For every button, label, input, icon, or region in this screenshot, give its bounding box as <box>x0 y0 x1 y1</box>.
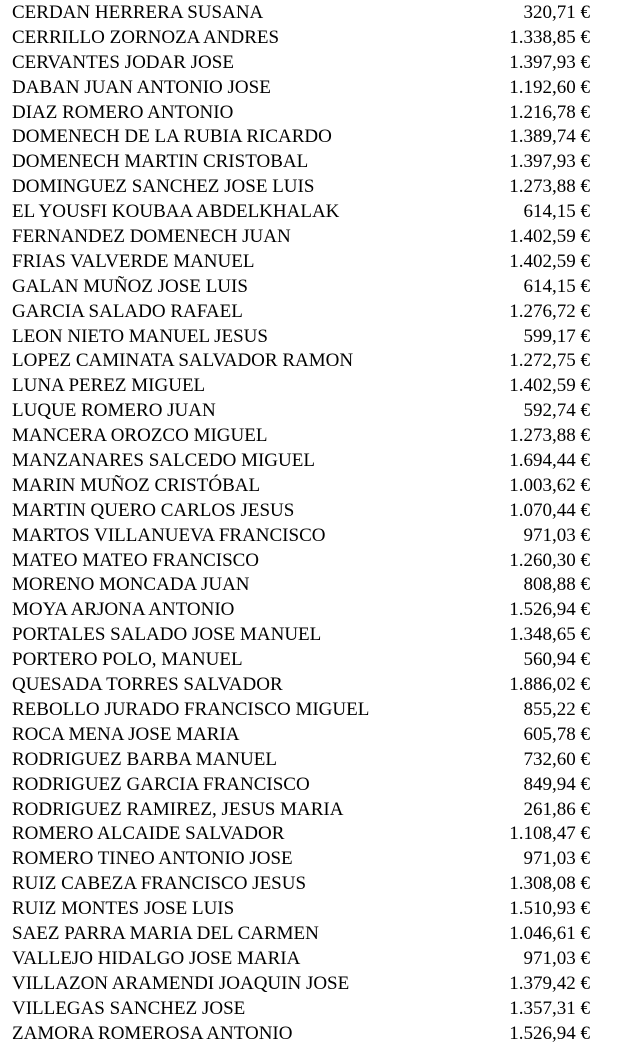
person-name: QUESADA TORRES SALVADOR <box>12 674 283 696</box>
list-item <box>12 997 590 1022</box>
amount-value: 1.348,65 € <box>509 624 590 646</box>
amount-value: 1.273,88 € <box>509 425 590 447</box>
amount-value: 1.526,94 € <box>509 1022 590 1044</box>
person-name: VILLAZON ARAMENDI JOAQUIN JOSE <box>12 972 350 994</box>
amount-value: 1.694,44 € <box>509 450 590 472</box>
person-name: SAEZ PARRA MARIA DEL CARMEN <box>12 922 319 944</box>
person-name: DIAZ ROMERO ANTONIO <box>12 101 234 123</box>
amount-value: 1.389,74 € <box>509 126 590 148</box>
list-item <box>12 723 590 748</box>
amount-value: 1.402,59 € <box>509 226 590 248</box>
person-name: MORENO MONCADA JUAN <box>12 574 250 596</box>
amount-value: 1.379,42 € <box>509 972 590 994</box>
list-item <box>12 399 590 424</box>
list-item <box>12 1022 590 1047</box>
list-item <box>12 872 590 897</box>
person-name: DOMINGUEZ SANCHEZ JOSE LUIS <box>12 176 315 198</box>
amount-value: 849,94 € <box>523 773 590 795</box>
list-item <box>12 972 590 997</box>
amount-value: 614,15 € <box>523 275 590 297</box>
amount-value: 1.357,31 € <box>509 997 590 1019</box>
list-item <box>12 175 590 200</box>
list-item <box>12 150 590 175</box>
list-item <box>12 325 590 350</box>
list-item <box>12 847 590 872</box>
list-item <box>12 449 590 474</box>
person-name: MOYA ARJONA ANTONIO <box>12 599 235 621</box>
person-name: FRIAS VALVERDE MANUEL <box>12 250 255 272</box>
person-name: EL YOUSFI KOUBAA ABDELKHALAK <box>12 201 340 223</box>
list-item <box>12 573 590 598</box>
amount-value: 1.192,60 € <box>509 76 590 98</box>
payment-list <box>12 1 590 1046</box>
list-item <box>12 250 590 275</box>
person-name: MATEO MATEO FRANCISCO <box>12 549 260 571</box>
amount-value: 614,15 € <box>523 201 590 223</box>
amount-value: 732,60 € <box>523 748 590 770</box>
list-item <box>12 200 590 225</box>
list-item <box>12 922 590 947</box>
list-item <box>12 101 590 126</box>
amount-value: 808,88 € <box>523 574 590 596</box>
person-name: MARTIN QUERO CARLOS JESUS <box>12 499 295 521</box>
person-name: GARCIA SALADO RAFAEL <box>12 300 243 322</box>
amount-value: 1.886,02 € <box>509 674 590 696</box>
amount-value: 855,22 € <box>523 698 590 720</box>
person-name: MARTOS VILLANUEVA FRANCISCO <box>12 524 326 546</box>
amount-value: 1.273,88 € <box>509 176 590 198</box>
person-name: ROMERO ALCAIDE SALVADOR <box>12 823 285 845</box>
list-item <box>12 374 590 399</box>
person-name: RODRIGUEZ RAMIREZ, JESUS MARIA <box>12 798 344 820</box>
person-name: ROCA MENA JOSE MARIA <box>12 723 240 745</box>
amount-value: 1.108,47 € <box>509 823 590 845</box>
person-name: ROMERO TINEO ANTONIO JOSE <box>12 848 293 870</box>
person-name: VALLEJO HIDALGO JOSE MARIA <box>12 947 301 969</box>
amount-value: 1.338,85 € <box>509 26 590 48</box>
list-item <box>12 51 590 76</box>
amount-value: 971,03 € <box>523 848 590 870</box>
list-item <box>12 698 590 723</box>
list-item <box>12 549 590 574</box>
amount-value: 592,74 € <box>523 400 590 422</box>
list-item <box>12 76 590 101</box>
amount-value: 971,03 € <box>523 524 590 546</box>
list-item <box>12 275 590 300</box>
amount-value: 560,94 € <box>523 649 590 671</box>
amount-value: 1.397,93 € <box>509 151 590 173</box>
list-item <box>12 673 590 698</box>
amount-value: 1.272,75 € <box>509 350 590 372</box>
list-item <box>12 897 590 922</box>
list-item <box>12 349 590 374</box>
list-item <box>12 623 590 648</box>
person-name: LOPEZ CAMINATA SALVADOR RAMON <box>12 350 354 372</box>
person-name: LUNA PEREZ MIGUEL <box>12 375 206 397</box>
list-item <box>12 474 590 499</box>
person-name: MARIN MUÑOZ CRISTÓBAL <box>12 474 261 496</box>
amount-value: 971,03 € <box>523 947 590 969</box>
amount-value: 605,78 € <box>523 723 590 745</box>
amount-value: 1.070,44 € <box>509 499 590 521</box>
amount-value: 1.216,78 € <box>509 101 590 123</box>
list-item <box>12 26 590 51</box>
list-item <box>12 947 590 972</box>
list-item <box>12 524 590 549</box>
list-item <box>12 648 590 673</box>
list-item <box>12 300 590 325</box>
person-name: REBOLLO JURADO FRANCISCO MIGUEL <box>12 698 370 720</box>
person-name: CERRILLO ZORNOZA ANDRES <box>12 26 280 48</box>
amount-value: 261,86 € <box>523 798 590 820</box>
amount-value: 1.276,72 € <box>509 300 590 322</box>
person-name: RODRIGUEZ GARCIA FRANCISCO <box>12 773 310 795</box>
person-name: CERDAN HERRERA SUSANA <box>12 2 264 23</box>
person-name: GALAN MUÑOZ JOSE LUIS <box>12 275 248 297</box>
list-item <box>12 225 590 250</box>
person-name: VILLEGAS SANCHEZ JOSE <box>12 997 246 1019</box>
person-name: MANCERA OROZCO MIGUEL <box>12 425 268 447</box>
person-name: PORTERO POLO, MANUEL <box>12 649 243 671</box>
list-item <box>12 1 590 26</box>
list-item <box>12 598 590 623</box>
amount-value: 1.402,59 € <box>509 250 590 272</box>
list-item <box>12 798 590 823</box>
person-name: LUQUE ROMERO JUAN <box>12 400 216 422</box>
list-item <box>12 748 590 773</box>
person-name: RODRIGUEZ BARBA MANUEL <box>12 748 277 770</box>
person-name: CERVANTES JODAR JOSE <box>12 51 234 73</box>
person-name: MANZANARES SALCEDO MIGUEL <box>12 450 315 472</box>
list-item <box>12 125 590 150</box>
person-name: PORTALES SALADO JOSE MANUEL <box>12 624 322 646</box>
amount-value: 1.003,62 € <box>509 474 590 496</box>
list-item <box>12 499 590 524</box>
person-name: ZAMORA ROMEROSA ANTONIO <box>12 1022 293 1044</box>
person-name: DOMENECH MARTIN CRISTOBAL <box>12 151 309 173</box>
amount-value: 1.308,08 € <box>509 873 590 895</box>
person-name: RUIZ MONTES JOSE LUIS <box>12 898 235 920</box>
amount-value: 1.397,93 € <box>509 51 590 73</box>
person-name: LEON NIETO MANUEL JESUS <box>12 325 268 347</box>
person-name: FERNANDEZ DOMENECH JUAN <box>12 226 291 248</box>
amount-value: 599,17 € <box>523 325 590 347</box>
person-name: RUIZ CABEZA FRANCISCO JESUS <box>12 873 307 895</box>
person-name: DOMENECH DE LA RUBIA RICARDO <box>12 126 332 148</box>
amount-value: 1.260,30 € <box>509 549 590 571</box>
amount-value: 1.510,93 € <box>509 898 590 920</box>
list-item <box>12 773 590 798</box>
list-item <box>12 424 590 449</box>
amount-value: 320,71 € <box>523 2 590 23</box>
list-item <box>12 822 590 847</box>
person-name: DABAN JUAN ANTONIO JOSE <box>12 76 271 98</box>
amount-value: 1.526,94 € <box>509 599 590 621</box>
amount-value: 1.402,59 € <box>509 375 590 397</box>
amount-value: 1.046,61 € <box>509 922 590 944</box>
